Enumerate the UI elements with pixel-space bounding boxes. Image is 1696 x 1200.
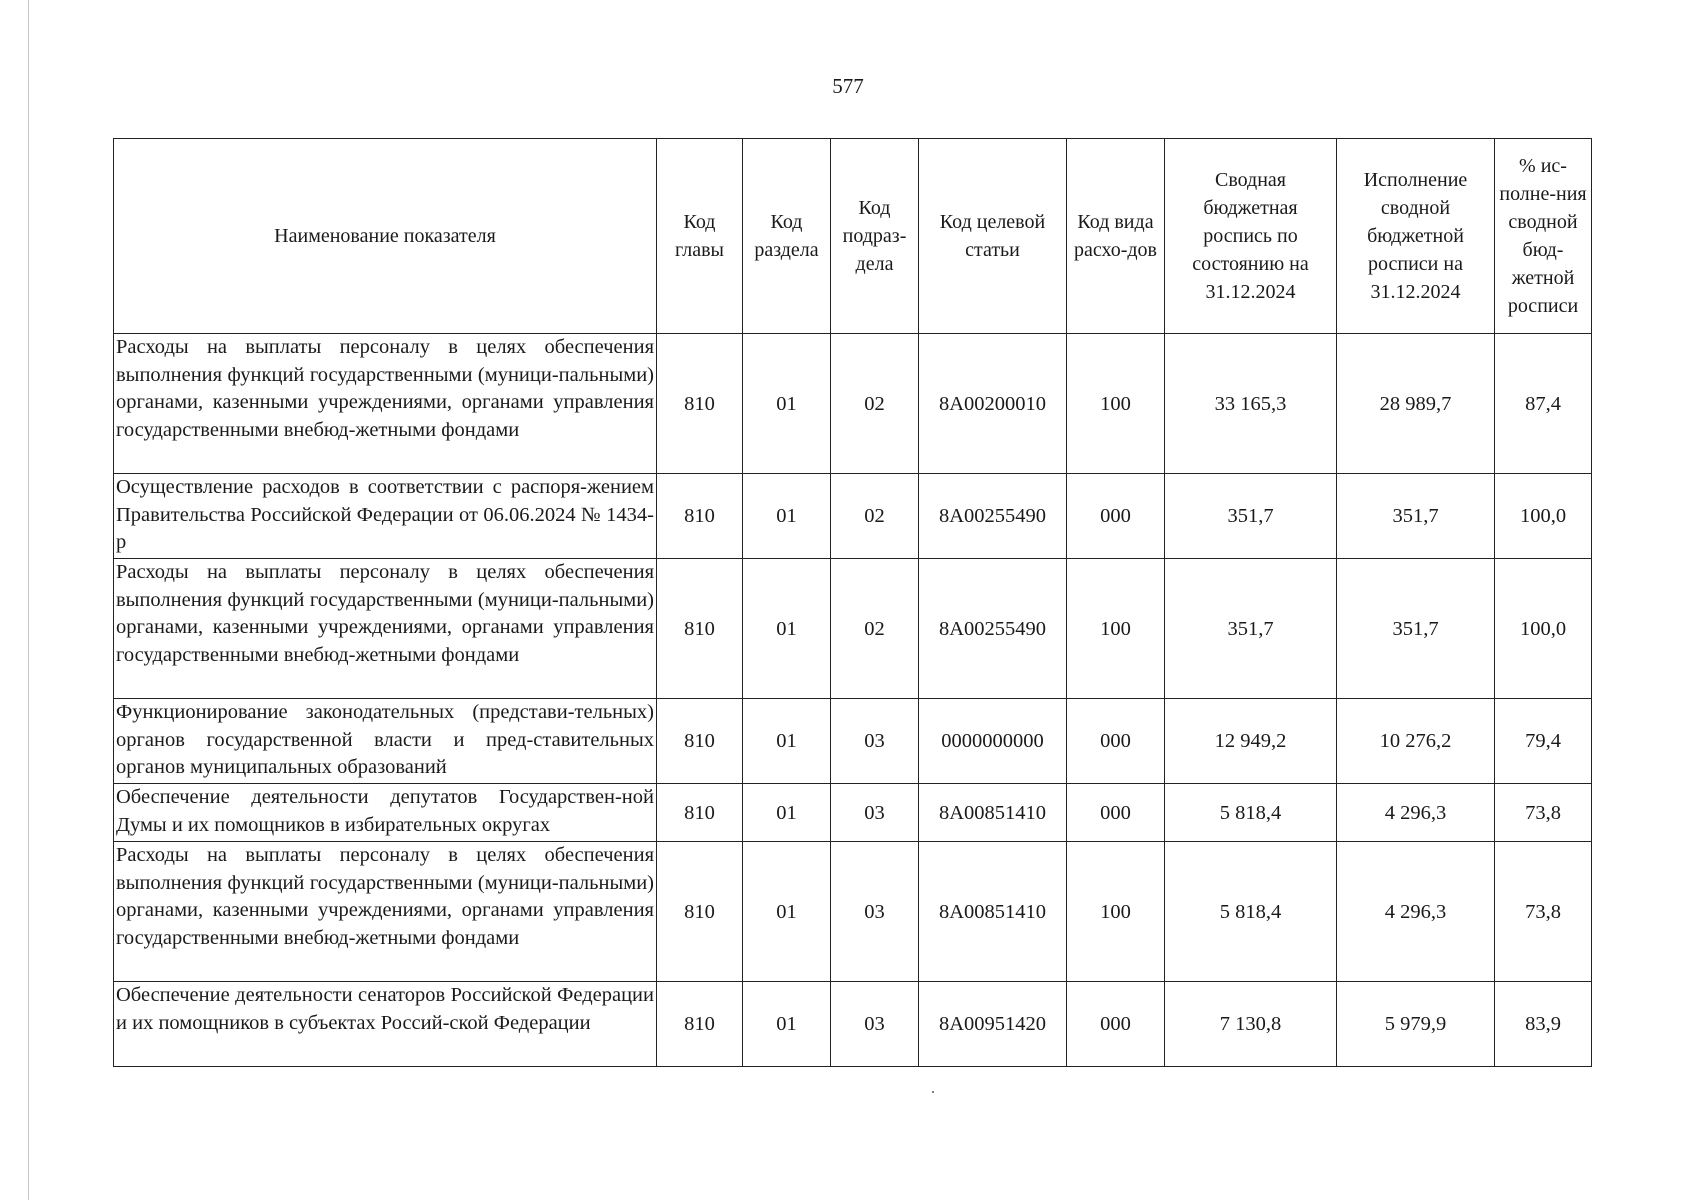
row-subsection: 03 [831,842,919,982]
row-section: 01 [743,982,831,1067]
page-number: 577 [832,74,864,98]
row-chapter: 810 [657,784,743,842]
row-section: 01 [743,334,831,474]
row-expense-type: 100 [1067,334,1165,474]
row-percent: 73,8 [1495,784,1592,842]
row-name: Осуществление расходов в соответствии с распоря-жением Правительства Российской Федерации от 06.06.2024 № 1434-р [114,474,657,559]
row-percent: 73,8 [1495,842,1592,982]
header-execution: Исполнение сводной бюджетной росписи на 31.12.2024 [1337,139,1495,334]
row-section: 01 [743,474,831,559]
row-budget: 7 130,8 [1165,982,1337,1067]
row-expense-type: 100 [1067,842,1165,982]
row-target: 0000000000 [919,699,1067,784]
row-target: 8А00851410 [919,842,1067,982]
row-execution: 5 979,9 [1337,982,1495,1067]
table-row [114,842,1592,982]
row-budget: 5 818,4 [1165,784,1337,842]
row-execution: 351,7 [1337,474,1495,559]
row-execution: 4 296,3 [1337,842,1495,982]
row-subsection: 02 [831,474,919,559]
row-expense-type: 100 [1067,559,1165,699]
scan-edge-line [28,0,29,1200]
row-execution: 28 989,7 [1337,334,1495,474]
row-expense-type: 000 [1067,474,1165,559]
row-expense-type: 000 [1067,699,1165,784]
row-execution: 351,7 [1337,559,1495,699]
header-chapter-code: Код главы [657,139,743,334]
budget-execution-table [113,138,1592,1067]
row-percent: 100,0 [1495,559,1592,699]
row-target: 8А00255490 [919,474,1067,559]
header-section-code: Код раздела [743,139,831,334]
row-section: 01 [743,784,831,842]
row-subsection: 03 [831,699,919,784]
table-row [114,982,1592,1067]
row-chapter: 810 [657,842,743,982]
row-percent: 100,0 [1495,474,1592,559]
row-budget: 351,7 [1165,474,1337,559]
row-execution: 4 296,3 [1337,784,1495,842]
header-subsection-code: Код подраз-дела [831,139,919,334]
row-subsection: 03 [831,784,919,842]
row-name: Расходы на выплаты персоналу в целях обеспечения выполнения функций государственными (муници-пальными) органами, казенными учреждениями, органами управления государственными внебюд-жетными фондами [114,842,657,982]
row-execution: 10 276,2 [1337,699,1495,784]
row-percent: 79,4 [1495,699,1592,784]
row-expense-type: 000 [1067,784,1165,842]
table-row [114,559,1592,699]
row-subsection: 03 [831,982,919,1067]
table-row [114,334,1592,474]
row-name: Функционирование законодательных (представи-тельных) органов государственной власти и пред-ставительных органов муниципальных образований [114,699,657,784]
row-name: Расходы на выплаты персоналу в целях обеспечения выполнения функций государственными (муници-пальными) органами, казенными учреждениями, органами управления государственными внебюд-жетными фондами [114,334,657,474]
header-expense-type-code: Код вида расхо-дов [1067,139,1165,334]
row-percent: 83,9 [1495,982,1592,1067]
row-budget: 33 165,3 [1165,334,1337,474]
row-subsection: 02 [831,334,919,474]
row-chapter: 810 [657,474,743,559]
row-budget: 351,7 [1165,559,1337,699]
row-budget: 12 949,2 [1165,699,1337,784]
header-percent: % ис-полне-ния сводной бюд-жетной росписи [1495,139,1592,334]
table-row [114,784,1592,842]
header-name: Наименование показателя [114,139,657,334]
row-section: 01 [743,699,831,784]
row-percent: 87,4 [1495,334,1592,474]
row-section: 01 [743,842,831,982]
row-expense-type: 000 [1067,982,1165,1067]
header-target-code: Код целевой статьи [919,139,1067,334]
row-budget: 5 818,4 [1165,842,1337,982]
row-name: Расходы на выплаты персоналу в целях обеспечения выполнения функций государственными (муници-пальными) органами, казенными учреждениями, органами управления государственными внебюд-жетными фондами [114,559,657,699]
row-target: 8А00255490 [919,559,1067,699]
row-name: Обеспечение деятельности депутатов Государствен-ной Думы и их помощников в избирательных округах [114,784,657,842]
row-subsection: 02 [831,559,919,699]
table-row [114,699,1592,784]
table-header-row [114,139,1592,334]
scan-speck [932,1091,934,1093]
row-chapter: 810 [657,334,743,474]
row-target: 8А00951420 [919,982,1067,1067]
table-row [114,474,1592,559]
row-target: 8А00851410 [919,784,1067,842]
row-target: 8А00200010 [919,334,1067,474]
row-chapter: 810 [657,559,743,699]
row-name: Обеспечение деятельности сенаторов Российской Федерации и их помощников в субъектах Россий-ской Федерации [114,982,657,1067]
row-section: 01 [743,559,831,699]
header-budget: Сводная бюджетная роспись по состоянию на 31.12.2024 [1165,139,1337,334]
row-chapter: 810 [657,699,743,784]
row-chapter: 810 [657,982,743,1067]
